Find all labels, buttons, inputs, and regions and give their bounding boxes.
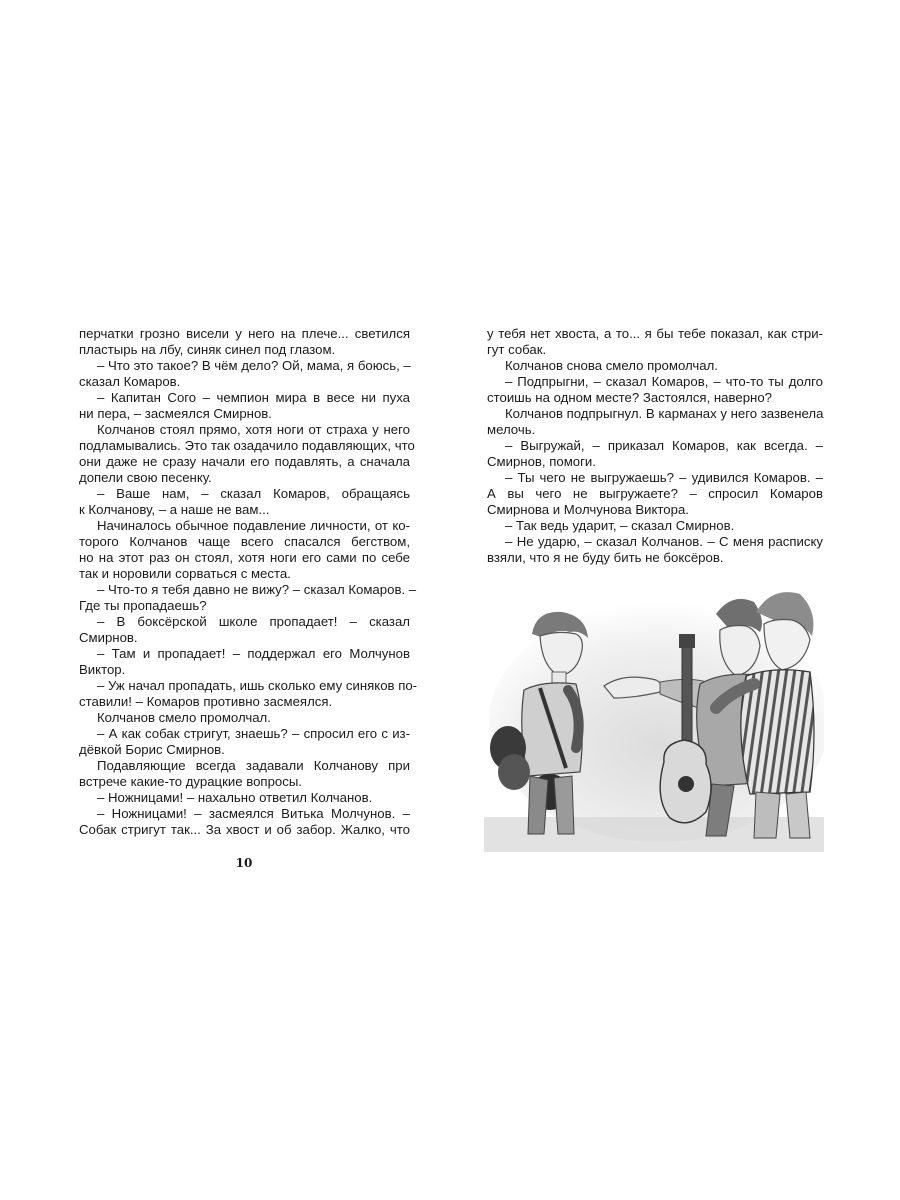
text-line: Начиналось обычное подавление личности, от ко- xyxy=(97,518,410,533)
text-line: они даже не сразу начали его подавлять, а сначала xyxy=(79,454,410,469)
text-line: Колчанов снова смело промолчал. xyxy=(505,358,718,373)
text-line: Собак стригут так... За хвост и об забор. Жалко, что xyxy=(79,822,410,837)
text-line: Смирнов, помоги. xyxy=(487,454,596,469)
text-line: подламывались. Это так озадачило подавляющих, что xyxy=(79,438,415,453)
text-line: у тебя нет хвоста, а то... я бы тебе показал, как стри- xyxy=(487,326,823,341)
text-line: – Выгружай, – приказал Комаров, как всегда. – xyxy=(505,438,823,453)
text-line: – Ты чего не выгружаешь? – удивился Комаров. – xyxy=(505,470,823,485)
text-line: Колчанов подпрыгнул. В карманах у него зазвенела xyxy=(505,406,824,421)
text-line: – Уж начал пропадать, ишь сколько ему синяков по- xyxy=(97,678,418,693)
right-page-text xyxy=(487,326,823,566)
text-line: Подавляющие всегда задавали Колчанову при xyxy=(97,758,410,773)
illustration-boys-with-guitar xyxy=(484,572,824,852)
text-line: – Там и пропадает! – поддержал его Молчунов xyxy=(97,646,410,661)
text-line: Смирнова и Молчунова Виктора. xyxy=(487,502,689,517)
text-line: – Что это такое? В чём дело? Ой, мама, я боюсь, – xyxy=(97,358,411,373)
text-line: к Колчанову, – а наше не вам... xyxy=(79,502,270,517)
text-line: дёвкой Борис Смирнов. xyxy=(79,742,225,757)
left-page-text xyxy=(79,326,418,838)
text-line: – Капитан Сого – чемпион мира в весе ни пуха xyxy=(97,390,410,405)
text-line: – А как собак стригут, знаешь? – спросил его с из- xyxy=(97,726,410,741)
text-line: перчатки грозно висели у него на плече... светился xyxy=(79,326,410,341)
text-line: Колчанов стоял прямо, хотя ноги от страха у него xyxy=(97,422,410,437)
text-line: – Ваше нам, – сказал Комаров, обращаясь xyxy=(97,486,410,501)
text-line: Виктор. xyxy=(79,662,126,677)
text-line: пластырь на лбу, синяк синел под глазом. xyxy=(79,342,336,357)
text-line: так и норовили сорваться с места. xyxy=(79,566,291,581)
page-number: 10 xyxy=(235,856,253,870)
text-line: взяли, что я не буду бить не боксёров. xyxy=(487,550,724,565)
text-line: Колчанов смело промолчал. xyxy=(97,710,271,725)
text-line: – Ножницами! – нахально ответил Колчанов. xyxy=(97,790,373,805)
text-line: торого Колчанов чаще всего спасался бегством, xyxy=(79,534,410,549)
text-line: мелочь. xyxy=(487,422,536,437)
text-line: Смирнов. xyxy=(79,630,138,645)
text-line: но на этот раз он стоял, хотя ноги его сами по себе xyxy=(79,550,410,565)
text-line: – Не ударю, – сказал Колчанов. – С меня расписку xyxy=(505,534,823,549)
text-line: А вы чего не выгружаете? – спросил Комаров xyxy=(487,486,823,501)
text-line: – Подпрыгни, – сказал Комаров, – что-то ты долго xyxy=(505,374,823,389)
text-line: ставили! – Комаров противно засмеялся. xyxy=(79,694,333,709)
text-line: – Что-то я тебя давно не вижу? – сказал Комаров. – xyxy=(97,582,417,597)
text-line: – В боксёрской школе пропадает! – сказал xyxy=(97,614,410,629)
text-line: стоишь на одном месте? Застоялся, наверно? xyxy=(487,390,772,405)
text-line: Где ты пропадаешь? xyxy=(79,598,207,613)
text-line: ни пера, – засмеялся Смирнов. xyxy=(79,406,272,421)
text-line: – Ножницами! – засмеялся Витька Молчунов. – xyxy=(97,806,410,821)
text-line: гут собак. xyxy=(487,342,547,357)
text-line: сказал Комаров. xyxy=(79,374,181,389)
text-line: – Так ведь ударит, – сказал Смирнов. xyxy=(505,518,735,533)
text-line: встрече какие-то дурацкие вопросы. xyxy=(79,774,302,789)
text-line: допели свою песенку. xyxy=(79,470,212,485)
